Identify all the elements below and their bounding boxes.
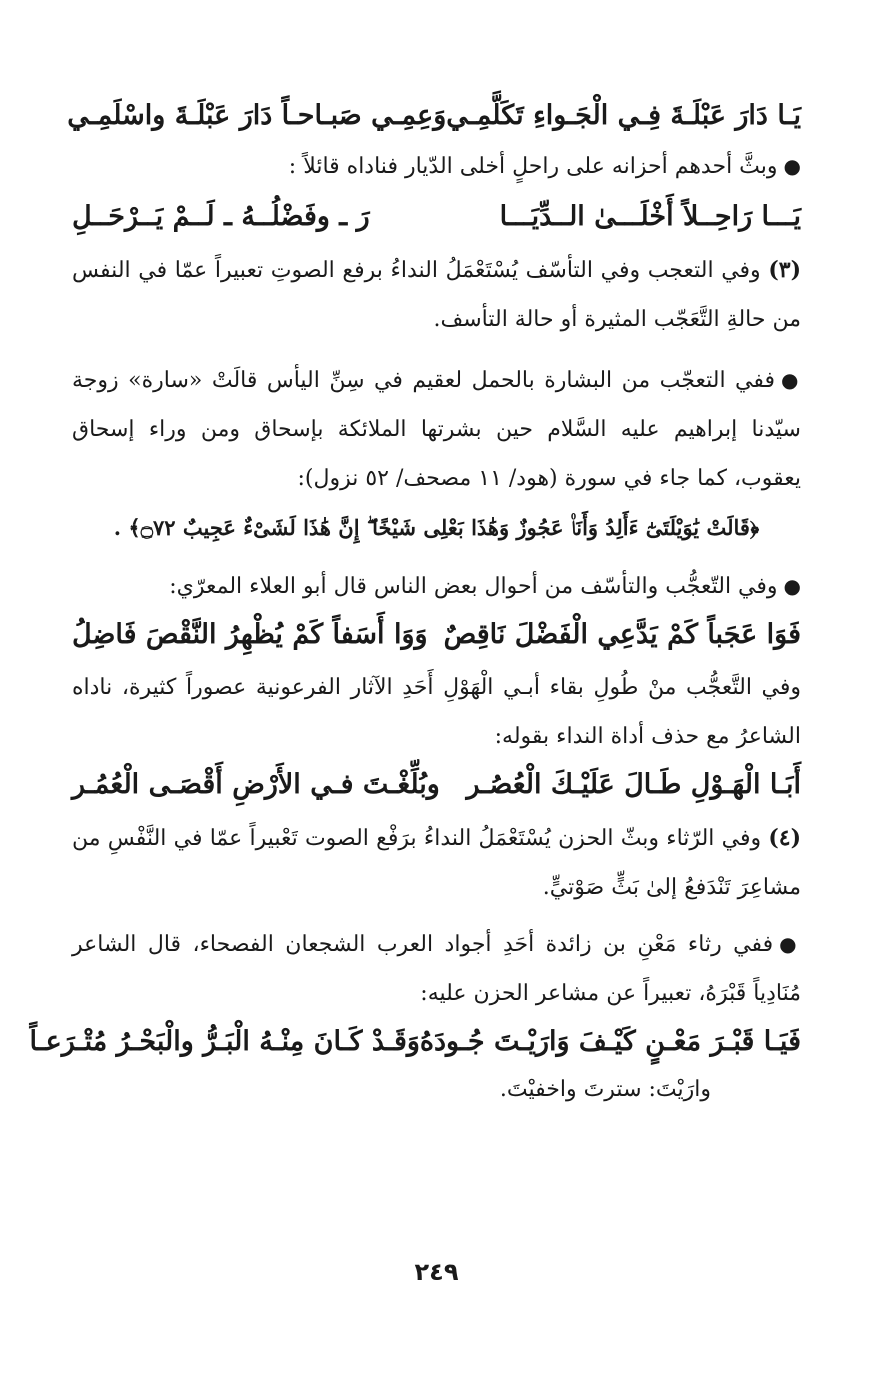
verse-first-hemistich: أَبَـا الْهَـوْلِ طَـالَ عَلَيْـكَ الْعُصُـر xyxy=(466,769,801,801)
verse-first-hemistich: فَوَا عَجَباً كَمْ يَدَّعِي الْفَضْلَ نَاقِصٌ xyxy=(443,618,801,650)
page-number: ٢٤٩ xyxy=(414,1258,459,1286)
verse-first-hemistich: يَـا دَارَ عَبْلَـةَ فِـي الْجَـواءِ تَكَلَّمِـي xyxy=(446,100,801,131)
section-number: (٤) xyxy=(768,824,801,851)
paragraph xyxy=(72,356,801,503)
bullet-icon: ● xyxy=(781,367,801,392)
verse-second-hemistich: وَعِمِـي صَبـاحـاً دَارَ عَبْلَـةَ واسْلَمِـي xyxy=(67,100,447,131)
paragraph xyxy=(72,663,801,761)
paragraph xyxy=(72,142,801,191)
paragraph-text: ففي رثاء مَعْنِ بن زائدة أحَدِ أجواد العرب الشجعان الفصحاء، قال الشاعر مُنَادِياً قَبْرَهُ، تعبيراً عن مشاعر الحزن عليه: xyxy=(72,931,801,1006)
bullet-icon: ● xyxy=(779,931,801,956)
paragraph-text: ففي التعجّب من البشارة بالحمل لعقيم في سِنِّ اليأس قالَتْ «سارة» زوجة سيّدنا إبراهيم عليه السَّلام حين بشرتها الملائكة بإسحاق ومن وراء إسحاق يعقوب، كما جاء في سورة (هود/ ١١ مصحف/ ٥٢ نزول): xyxy=(72,367,801,491)
poem-verse xyxy=(72,619,801,651)
paragraph-text: وفي التّعجُّب والتأسّف من أحوال بعض الناس قال أبو العلاء المعرّي: xyxy=(169,573,778,599)
page-body xyxy=(29,100,801,1110)
verse-second-hemistich: وَوَا أَسَفاً كَمْ يُظْهِرُ النَّقْصَ فَاضِلُ xyxy=(72,618,428,650)
paragraph xyxy=(72,246,801,344)
verse-first-hemistich: يَـــا رَاحِــلاً أَخْلَـــىٰ الــدِّيَـــا xyxy=(499,201,801,233)
gloss-note: وارَيْتَ: سترتَ واخفيْتَ. xyxy=(499,1076,711,1102)
poem-verse xyxy=(29,1025,801,1058)
verse-second-hemistich: وَقَـدْ كَـانَ مِنْـهُ الْبَـرُّ والْبَحْـرُ مُتْـرَعـاً xyxy=(29,1025,420,1057)
section-number: (٣) xyxy=(768,256,801,283)
paragraph xyxy=(72,562,801,611)
verse-second-hemistich: وبُلِّغْـتَ فـي الأَرْضِ أَقْصَـى الْعُمُـر xyxy=(72,769,440,801)
paragraph-text: وفي التَّعجُّب منْ طُولِ بقاء أبـي الْهَوْلِ أَحَدِ الآثار الفرعونية عصوراً كثيرة، ناداه الشاعرُ مع حذف أداة النداء بقوله: xyxy=(72,675,801,750)
paragraph-text: وفي التعجب وفي التأسّف يُسْتَعْمَلُ النداءُ برفع الصوتِ تعبيراً عمّا في النفس من حالةِ التَّعَجّب المثيرة أو حالة التأسف. xyxy=(72,257,801,332)
verse-first-hemistich: فَيَـا قَبْـرَ مَعْـنٍ كَيْـفَ وَارَيْـتَ جُـودَهُ xyxy=(419,1025,801,1057)
paragraph-text: وبثَّ أحدهم أحزانه على راحلٍ أخلى الدّيار فناداه قائلاً : xyxy=(288,154,778,180)
poem-verse xyxy=(72,769,801,801)
verse-second-hemistich: رَ ـ وفَضْلُــهُ ـ لَــمْ يَــرْحَــلِ xyxy=(72,201,370,233)
bullet-icon: ● xyxy=(783,154,801,179)
poem-verse xyxy=(72,201,801,233)
paragraph xyxy=(72,814,801,912)
paragraph-text: وفي الرّثاء وبثّ الحزن يُسْتَعْمَلُ النداءُ برَفْع الصوت تَعْبيراً عمّا في النَّفْسِ من مشاعِرَ تَنْدَفعُ إلىٰ بَثٍّ صَوْتيٍّ. xyxy=(72,825,801,900)
bullet-icon: ● xyxy=(783,573,801,598)
poem-verse xyxy=(67,100,801,132)
quran-verse: ﴿قَالَتْ يَٰوَيْلَتَىٰٓ ءَأَلِدُ وَأَنَا۠ عَجُوزٌ وَهَٰذَا بَعْلِى شَيْخًا ۖ إِنَّ هَٰذَا لَشَىْءٌ عَجِيبٌ ۝٧٢﴾ . xyxy=(113,514,760,540)
paragraph xyxy=(72,920,801,1018)
